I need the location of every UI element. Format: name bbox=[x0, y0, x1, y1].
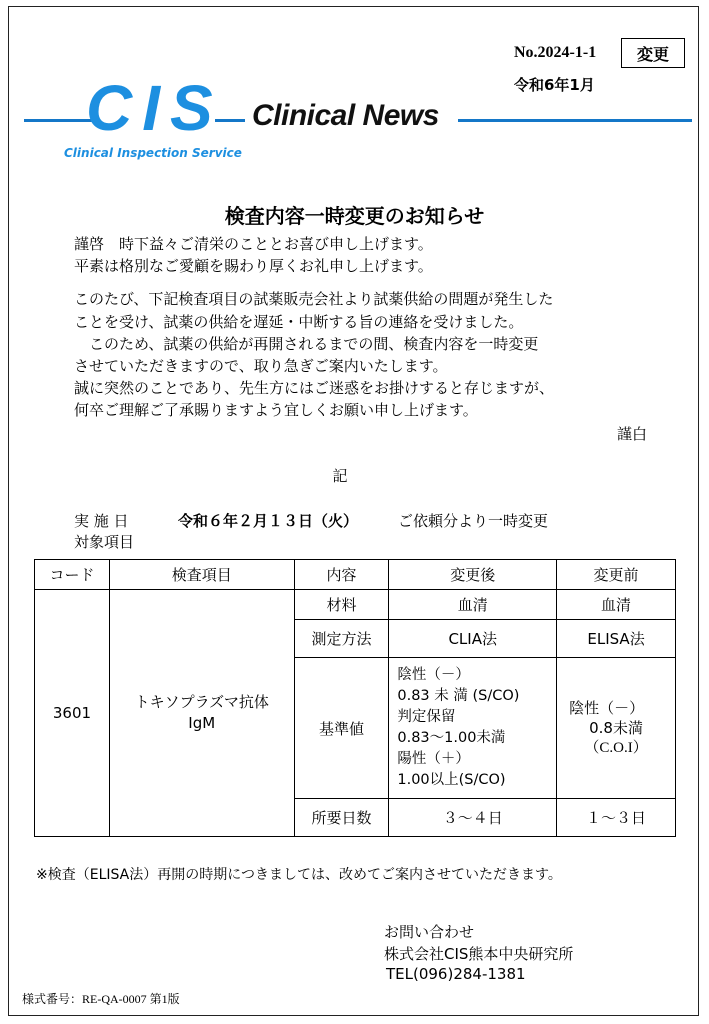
contact-tel: TEL(096)284-1381 bbox=[386, 965, 526, 983]
header-item: 検査項目 bbox=[109, 560, 294, 590]
footnote: ※検査（ELISA法）再開の時期につきましては、改めてご案内させていただきます。 bbox=[36, 867, 562, 883]
page-title: 検査内容一時変更のお知らせ bbox=[224, 204, 485, 228]
header-code: コード bbox=[35, 560, 110, 590]
reference-before-cell bbox=[557, 658, 676, 799]
content-cell: 所要日数 bbox=[294, 799, 389, 837]
reference-line: 0.83 未 満 (S/CO) bbox=[397, 688, 520, 704]
content-cell: 材料 bbox=[294, 590, 389, 620]
logo-subtitle: Clinical Inspection Service bbox=[64, 146, 242, 160]
target-label: 対象項目 bbox=[74, 533, 135, 551]
after-cell: 血清 bbox=[389, 590, 557, 620]
body-line: 平素は格別なご愛顧を賜わり厚くお礼申し上げます。 bbox=[74, 257, 433, 275]
contact-company: 株式会社CIS熊本中央研究所 bbox=[384, 945, 574, 963]
document-number: No.2024-1-1 bbox=[514, 44, 597, 61]
before-cell: ELISA法 bbox=[557, 620, 676, 658]
ki-heading: 記 bbox=[332, 467, 348, 485]
content-cell: 基準値 bbox=[294, 658, 389, 799]
header-rule-left bbox=[24, 119, 94, 122]
header-content: 内容 bbox=[294, 560, 389, 590]
cis-logo: CIS bbox=[86, 72, 223, 144]
body-line: させていただきますので、取り急ぎご案内いたします。 bbox=[74, 357, 448, 375]
effective-date: 令和６年２月１３日（火） bbox=[178, 512, 359, 530]
reference-after-cell bbox=[389, 658, 557, 799]
reference-line: （C.O.I） bbox=[584, 740, 648, 756]
table-row bbox=[35, 590, 676, 620]
after-cell: ３～４日 bbox=[389, 799, 557, 837]
newsletter-name: Clinical News bbox=[252, 99, 439, 132]
code-cell: 3601 bbox=[35, 590, 110, 837]
item-name: トキソプラズマ抗体 bbox=[134, 693, 269, 711]
item-subname: IgM bbox=[188, 714, 216, 732]
reference-line: 0.83～1.00未満 bbox=[397, 730, 506, 746]
table-header-row bbox=[35, 560, 676, 590]
content-cell: 測定方法 bbox=[294, 620, 389, 658]
contact-label: お問い合わせ bbox=[384, 923, 475, 941]
item-cell bbox=[109, 590, 294, 837]
change-badge: 変更 bbox=[621, 38, 685, 68]
header-rule-right bbox=[458, 119, 692, 122]
reference-line: 陽性（＋） bbox=[397, 751, 470, 767]
reference-line: 陰性（－） bbox=[569, 699, 645, 717]
form-number: 様式番号：RE-QA-0007 第1版 bbox=[22, 992, 180, 1006]
body-line: 誠に突然のことであり、先生方にはご迷惑をお掛けすると存じますが、 bbox=[74, 379, 555, 397]
effective-suffix: ご依頼分より一時変更 bbox=[398, 512, 549, 530]
issue-date: 令和6年1月 bbox=[514, 76, 595, 94]
reference-line: 判定保留 bbox=[397, 709, 456, 725]
body-line: このため、試薬の供給が再開されるまでの間、検査内容を一時変更 bbox=[74, 335, 539, 353]
body-line: 謹啓 時下益々ご清栄のこととお喜び申し上げます。 bbox=[74, 235, 433, 253]
reference-line: 1.00以上(S/CO) bbox=[397, 772, 506, 788]
effective-date-label: 実 施 日 bbox=[74, 512, 129, 530]
before-cell: 血清 bbox=[557, 590, 676, 620]
before-cell: １～３日 bbox=[557, 799, 676, 837]
reference-line: 0.8未満 bbox=[589, 719, 643, 737]
body-line: 何卒ご理解ご了承賜りますよう宜しくお願い申し上げます。 bbox=[74, 401, 478, 419]
body-line: このたび、下記検査項目の試薬販売会社より試薬供給の問題が発生した bbox=[74, 290, 554, 308]
change-table bbox=[34, 559, 676, 837]
body-line: ことを受け、試薬の供給を遅延・中断する旨の連絡を受けました。 bbox=[74, 313, 524, 331]
reference-line: 陰性（－） bbox=[397, 667, 470, 683]
after-cell: CLIA法 bbox=[389, 620, 557, 658]
closing-word: 謹白 bbox=[616, 425, 647, 443]
header-after: 変更後 bbox=[389, 560, 557, 590]
header-before: 変更前 bbox=[557, 560, 676, 590]
